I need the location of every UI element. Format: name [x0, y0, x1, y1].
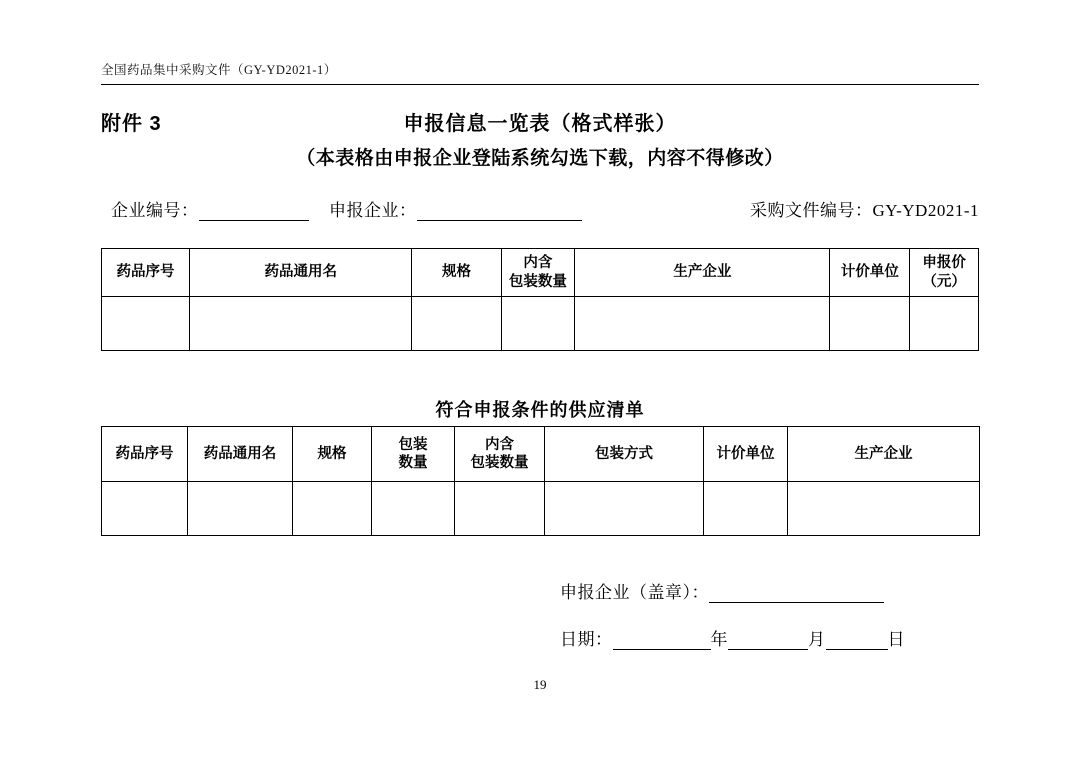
cell-inner-pack-qty[interactable] — [455, 482, 545, 536]
col-pack-type-label: 包装方式 — [595, 445, 653, 462]
page-number: 19 — [533, 677, 547, 692]
col-inner-pack-qty — [455, 427, 545, 482]
purchase-doc-no-value: GY-YD2021-1 — [872, 201, 979, 220]
signature-block — [560, 578, 980, 672]
month-unit: 月 — [808, 630, 826, 649]
col-inner-pack-qty-line2: 包装数量 — [508, 273, 567, 290]
purchase-doc-no-field — [750, 196, 979, 221]
cell-pricing-unit[interactable] — [830, 297, 910, 351]
cell-declared-price[interactable] — [910, 297, 979, 351]
col-pricing-unit — [830, 249, 910, 297]
declaration-info-table — [101, 248, 979, 351]
cell-manufacturer[interactable] — [575, 297, 830, 351]
col-inner-pack-qty-line2: 包装数量 — [470, 455, 529, 471]
col-declared-price-line1: 申报价 — [922, 255, 966, 272]
enterprise-name-label: 申报企业： — [329, 201, 417, 220]
form-fields-row — [101, 196, 979, 224]
table-header-row — [102, 427, 980, 482]
col-drug-no — [102, 249, 190, 297]
table-row — [102, 297, 979, 351]
cell-manufacturer[interactable] — [788, 482, 980, 536]
col-manufacturer — [575, 249, 830, 297]
col-drug-no-label: 药品序号 — [116, 264, 175, 281]
cell-pack-qty[interactable] — [372, 482, 455, 536]
cell-pricing-unit[interactable] — [704, 482, 788, 536]
col-manufacturer-label: 生产企业 — [673, 264, 732, 281]
enterprise-no-blank[interactable] — [199, 203, 309, 221]
attachment-label: 附件 3 — [101, 113, 162, 135]
col-drug-no-label: 药品序号 — [115, 445, 174, 462]
col-drug-no — [102, 427, 188, 482]
col-spec-label: 规格 — [441, 264, 471, 281]
cell-drug-no[interactable] — [102, 482, 188, 536]
col-pack-type — [545, 427, 704, 482]
page-subtitle: （本表格由申报企业登陆系统勾选下载，内容不得修改） — [296, 148, 784, 169]
col-generic-name — [188, 427, 293, 482]
col-pricing-unit — [704, 427, 788, 482]
year-blank[interactable] — [613, 632, 711, 650]
enterprise-name-blank[interactable] — [417, 203, 582, 221]
date-line — [560, 625, 980, 650]
col-manufacturer-label: 生产企业 — [854, 445, 913, 462]
col-pack-qty-line1: 包装 — [398, 436, 428, 453]
date-label: 日期： — [560, 630, 613, 649]
col-inner-pack-qty-line1: 内含 — [523, 255, 553, 272]
cell-pack-type[interactable] — [545, 482, 704, 536]
table-header-row — [102, 249, 979, 297]
header-divider — [101, 84, 979, 85]
col-manufacturer — [788, 427, 980, 482]
col-inner-pack-qty — [501, 249, 575, 297]
col-generic-name-label: 药品通用名 — [264, 264, 338, 281]
supply-list-title: 符合申报条件的供应清单 — [435, 400, 645, 420]
col-pack-qty — [372, 427, 455, 482]
day-blank[interactable] — [826, 632, 888, 650]
col-spec-label: 规格 — [317, 445, 347, 462]
col-declared-price — [910, 249, 979, 297]
day-unit: 日 — [887, 630, 905, 649]
company-seal-blank[interactable] — [709, 585, 884, 603]
col-generic-name-label: 药品通用名 — [203, 445, 277, 462]
cell-generic-name[interactable] — [188, 482, 293, 536]
month-blank[interactable] — [728, 632, 808, 650]
col-declared-price-line2: （元） — [922, 273, 966, 290]
col-generic-name — [190, 249, 412, 297]
col-spec — [412, 249, 501, 297]
supply-list-table — [101, 426, 980, 536]
cell-spec[interactable] — [412, 297, 501, 351]
col-inner-pack-qty-line1: 内含 — [485, 436, 514, 453]
enterprise-name-field — [329, 196, 582, 221]
col-pricing-unit-label: 计价单位 — [716, 445, 775, 462]
col-pricing-unit-label: 计价单位 — [840, 264, 899, 281]
col-spec — [293, 427, 372, 482]
enterprise-no-label: 企业编号： — [111, 201, 199, 220]
year-unit: 年 — [710, 630, 728, 649]
company-seal-line — [560, 578, 980, 603]
purchase-doc-no-label: 采购文件编号： — [749, 201, 873, 220]
table-row — [102, 482, 980, 536]
page-title: 申报信息一览表（格式样张） — [403, 113, 677, 135]
cell-drug-no[interactable] — [102, 297, 190, 351]
running-header: 全国药品集中采购文件（GY-YD2021-1） — [101, 63, 337, 77]
cell-spec[interactable] — [293, 482, 372, 536]
col-pack-qty-line2: 数量 — [398, 455, 428, 471]
cell-generic-name[interactable] — [190, 297, 412, 351]
cell-inner-pack-qty[interactable] — [501, 297, 575, 351]
enterprise-no-field — [111, 196, 309, 221]
company-seal-label: 申报企业（盖章）： — [560, 583, 709, 602]
